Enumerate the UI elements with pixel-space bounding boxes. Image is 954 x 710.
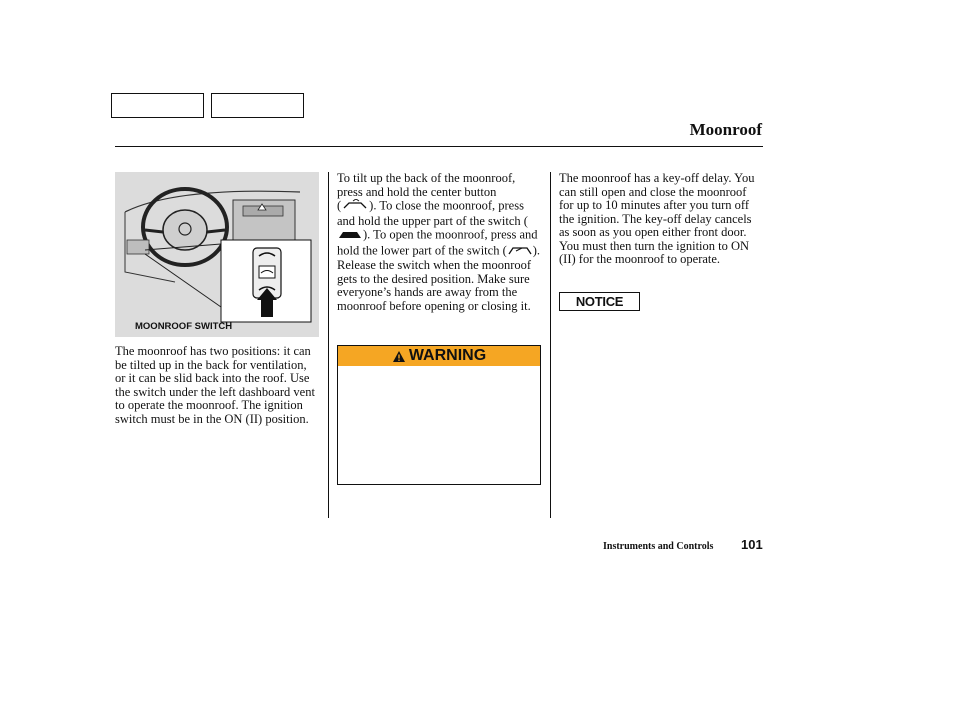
release-text: ). Release the switch when the moonroof gets to the desired position. Make sure everyone’s hands are away from the moonroof before opening or closing it. [337,243,541,313]
page-title: Moonroof [689,120,762,139]
open-text: ). To open the moonroof, press and hold the lower part of the switch ( [337,227,538,258]
nav-button-1[interactable] [111,93,204,118]
footer-section: Instruments and Controls [603,541,714,552]
tilt-icon [341,199,369,215]
warning-header [338,346,540,366]
column-divider-1 [328,172,329,518]
nav-button-2[interactable] [211,93,304,118]
page-number: 101 [741,537,763,552]
close-icon [337,228,363,244]
column-divider-2 [550,172,551,518]
open-icon [507,244,533,260]
tilt-text: To tilt up the back of the moonroof, press and hold the center button [337,171,516,199]
close-text: ). To close the moonroof, press and hold the upper part of the switch ( [337,198,528,228]
key-off-delay-paragraph: The moonroof has a key-off delay. You can still open and close the moonroof for up to 10 minutes after you turn off the ignition. The key-off delay cancels as soon as you open either front door. You must then turn the ignition to ON (II) for the moonroof to operate. [559,171,755,266]
intro-paragraph: The moonroof has two positions: it can be tilted up in the back for ventilation, or it can be slid back into the roof. Use the switch under the left dashboard vent to operate the moonroof. The ignition switch must be in the ON (II) position. [115,344,315,426]
dashboard-illustration [115,172,319,337]
operation-paragraph [337,172,542,313]
notice-label: NOTICE [559,292,640,311]
warning-box [337,345,541,485]
moonroof-switch-figure [115,172,319,337]
figure-caption: MOONROOF SWITCH [135,321,233,332]
warning-triangle-icon [392,350,406,363]
open-paren: ( [337,198,342,213]
warning-label: WARNING [408,347,487,364]
header-rule [115,146,763,147]
